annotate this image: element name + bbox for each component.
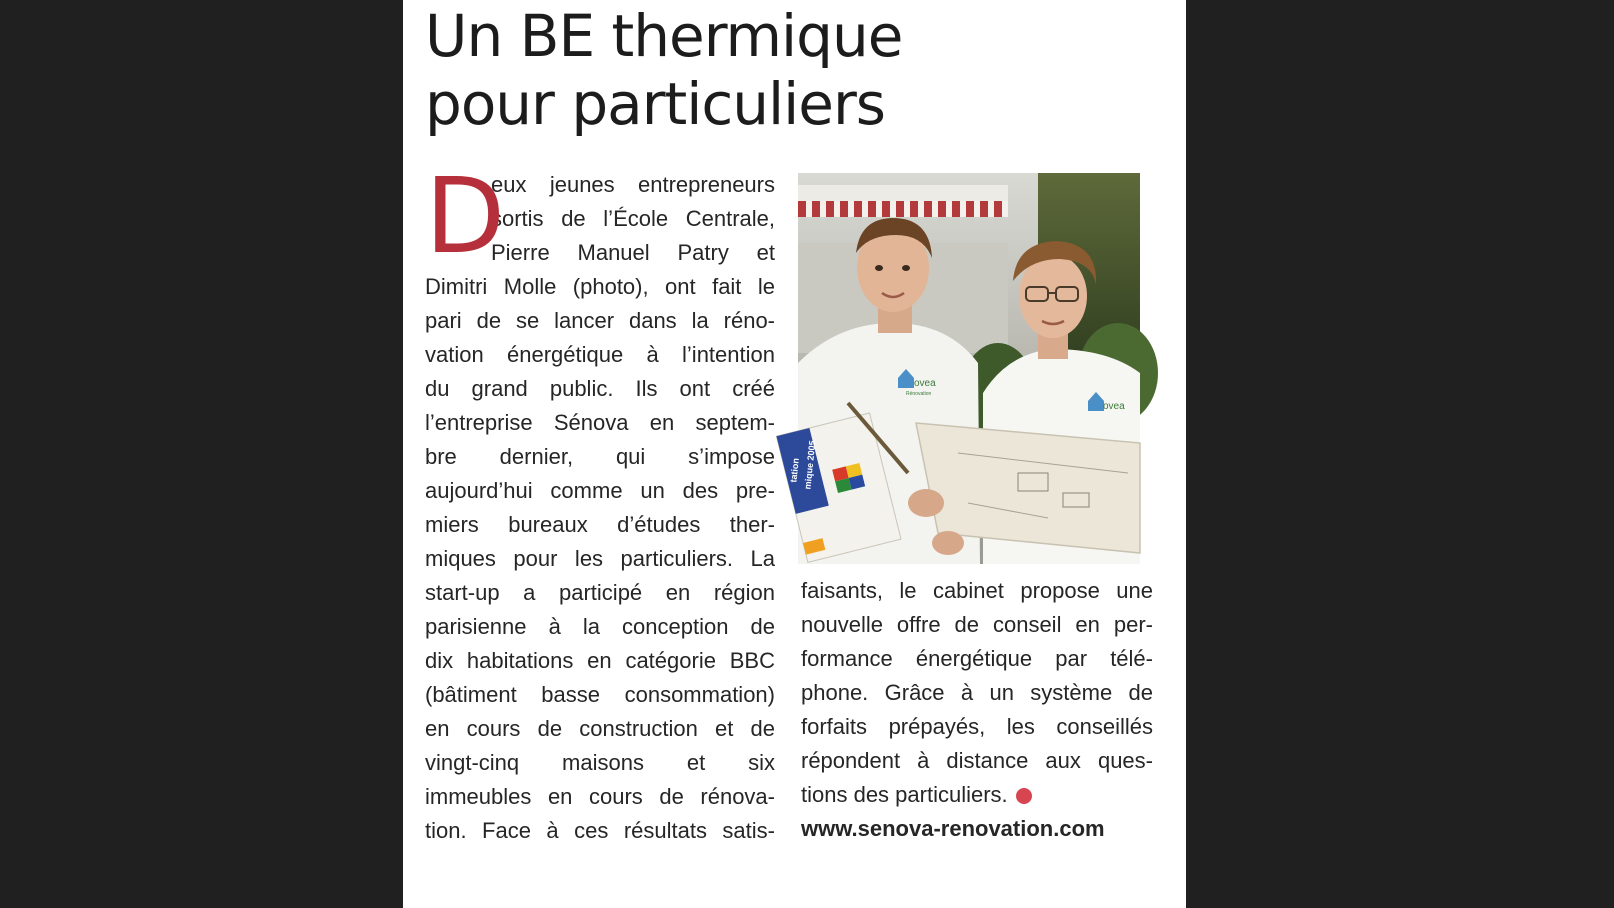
text-line: pari de se lancer dans la réno- [425, 308, 775, 333]
article-photo [788, 173, 1140, 564]
svg-text:ovea: ovea [914, 378, 936, 389]
text-line: bre dernier, qui s’impose [425, 444, 775, 469]
svg-text:tation: tation [788, 457, 801, 483]
text-line: Pierre Manuel Patry et [491, 240, 775, 265]
text-line: parisienne à la conception de [425, 614, 775, 639]
svg-text:Rénovation: Rénovation [906, 391, 932, 397]
text-line: phone. Grâce à un système de [801, 680, 1153, 705]
text-line: Dimitri Molle (photo), ont fait le [425, 274, 775, 299]
article-right-column [801, 574, 1153, 846]
text-line: miques pour les particuliers. La [425, 546, 775, 571]
svg-text:ovea: ovea [1103, 401, 1125, 412]
final-text-line [801, 778, 1153, 812]
text-line: vation énergétique à l’intention [425, 342, 775, 367]
title-line-1: Un BE thermique [425, 2, 903, 70]
text-line: l’entreprise Sénova en septem- [425, 410, 775, 435]
text-line: tions des particuliers. [801, 782, 1008, 807]
end-of-article-dot [1016, 788, 1032, 804]
article-title [425, 2, 902, 138]
text-line: dix habitations en catégorie BBC [425, 648, 775, 673]
magazine-page [403, 0, 1186, 908]
article-left-column [425, 155, 775, 848]
drop-cap: D [425, 155, 506, 277]
text-line: sortis de l’École Centrale, [491, 206, 775, 231]
awning-stripes [798, 201, 1008, 217]
text-line: miers bureaux d’études ther- [425, 512, 775, 537]
svg-text:mique 2005: mique 2005 [802, 439, 818, 490]
title-line-2: pour particuliers [425, 70, 886, 138]
text-line: vingt-cinq maisons et six [425, 750, 775, 775]
website-url: www.senova-renovation.com [801, 816, 1105, 841]
text-line: en cours de construction et de [425, 716, 775, 741]
hand [908, 489, 944, 517]
text-line: forfaits prépayés, les conseillés [801, 714, 1153, 739]
text-line: du grand public. Ils ont créé [425, 376, 775, 401]
text-line: répondent à distance aux ques- [801, 748, 1153, 773]
text-line: formance énergétique par télé- [801, 646, 1153, 671]
text-line: tion. Face à ces résultats satis- [425, 818, 775, 843]
text-line: nouvelle offre de conseil en per- [801, 612, 1153, 637]
hand [932, 531, 964, 555]
text-line: (bâtiment basse consommation) [425, 682, 775, 707]
text-line: start-up a participé en région [425, 580, 775, 605]
text-line: eux jeunes entrepreneurs [491, 172, 775, 197]
text-line: immeubles en cours de rénova- [425, 784, 775, 809]
text-line: aujourd’hui comme un des pre- [425, 478, 775, 503]
text-line: faisants, le cabinet propose une [801, 578, 1153, 603]
